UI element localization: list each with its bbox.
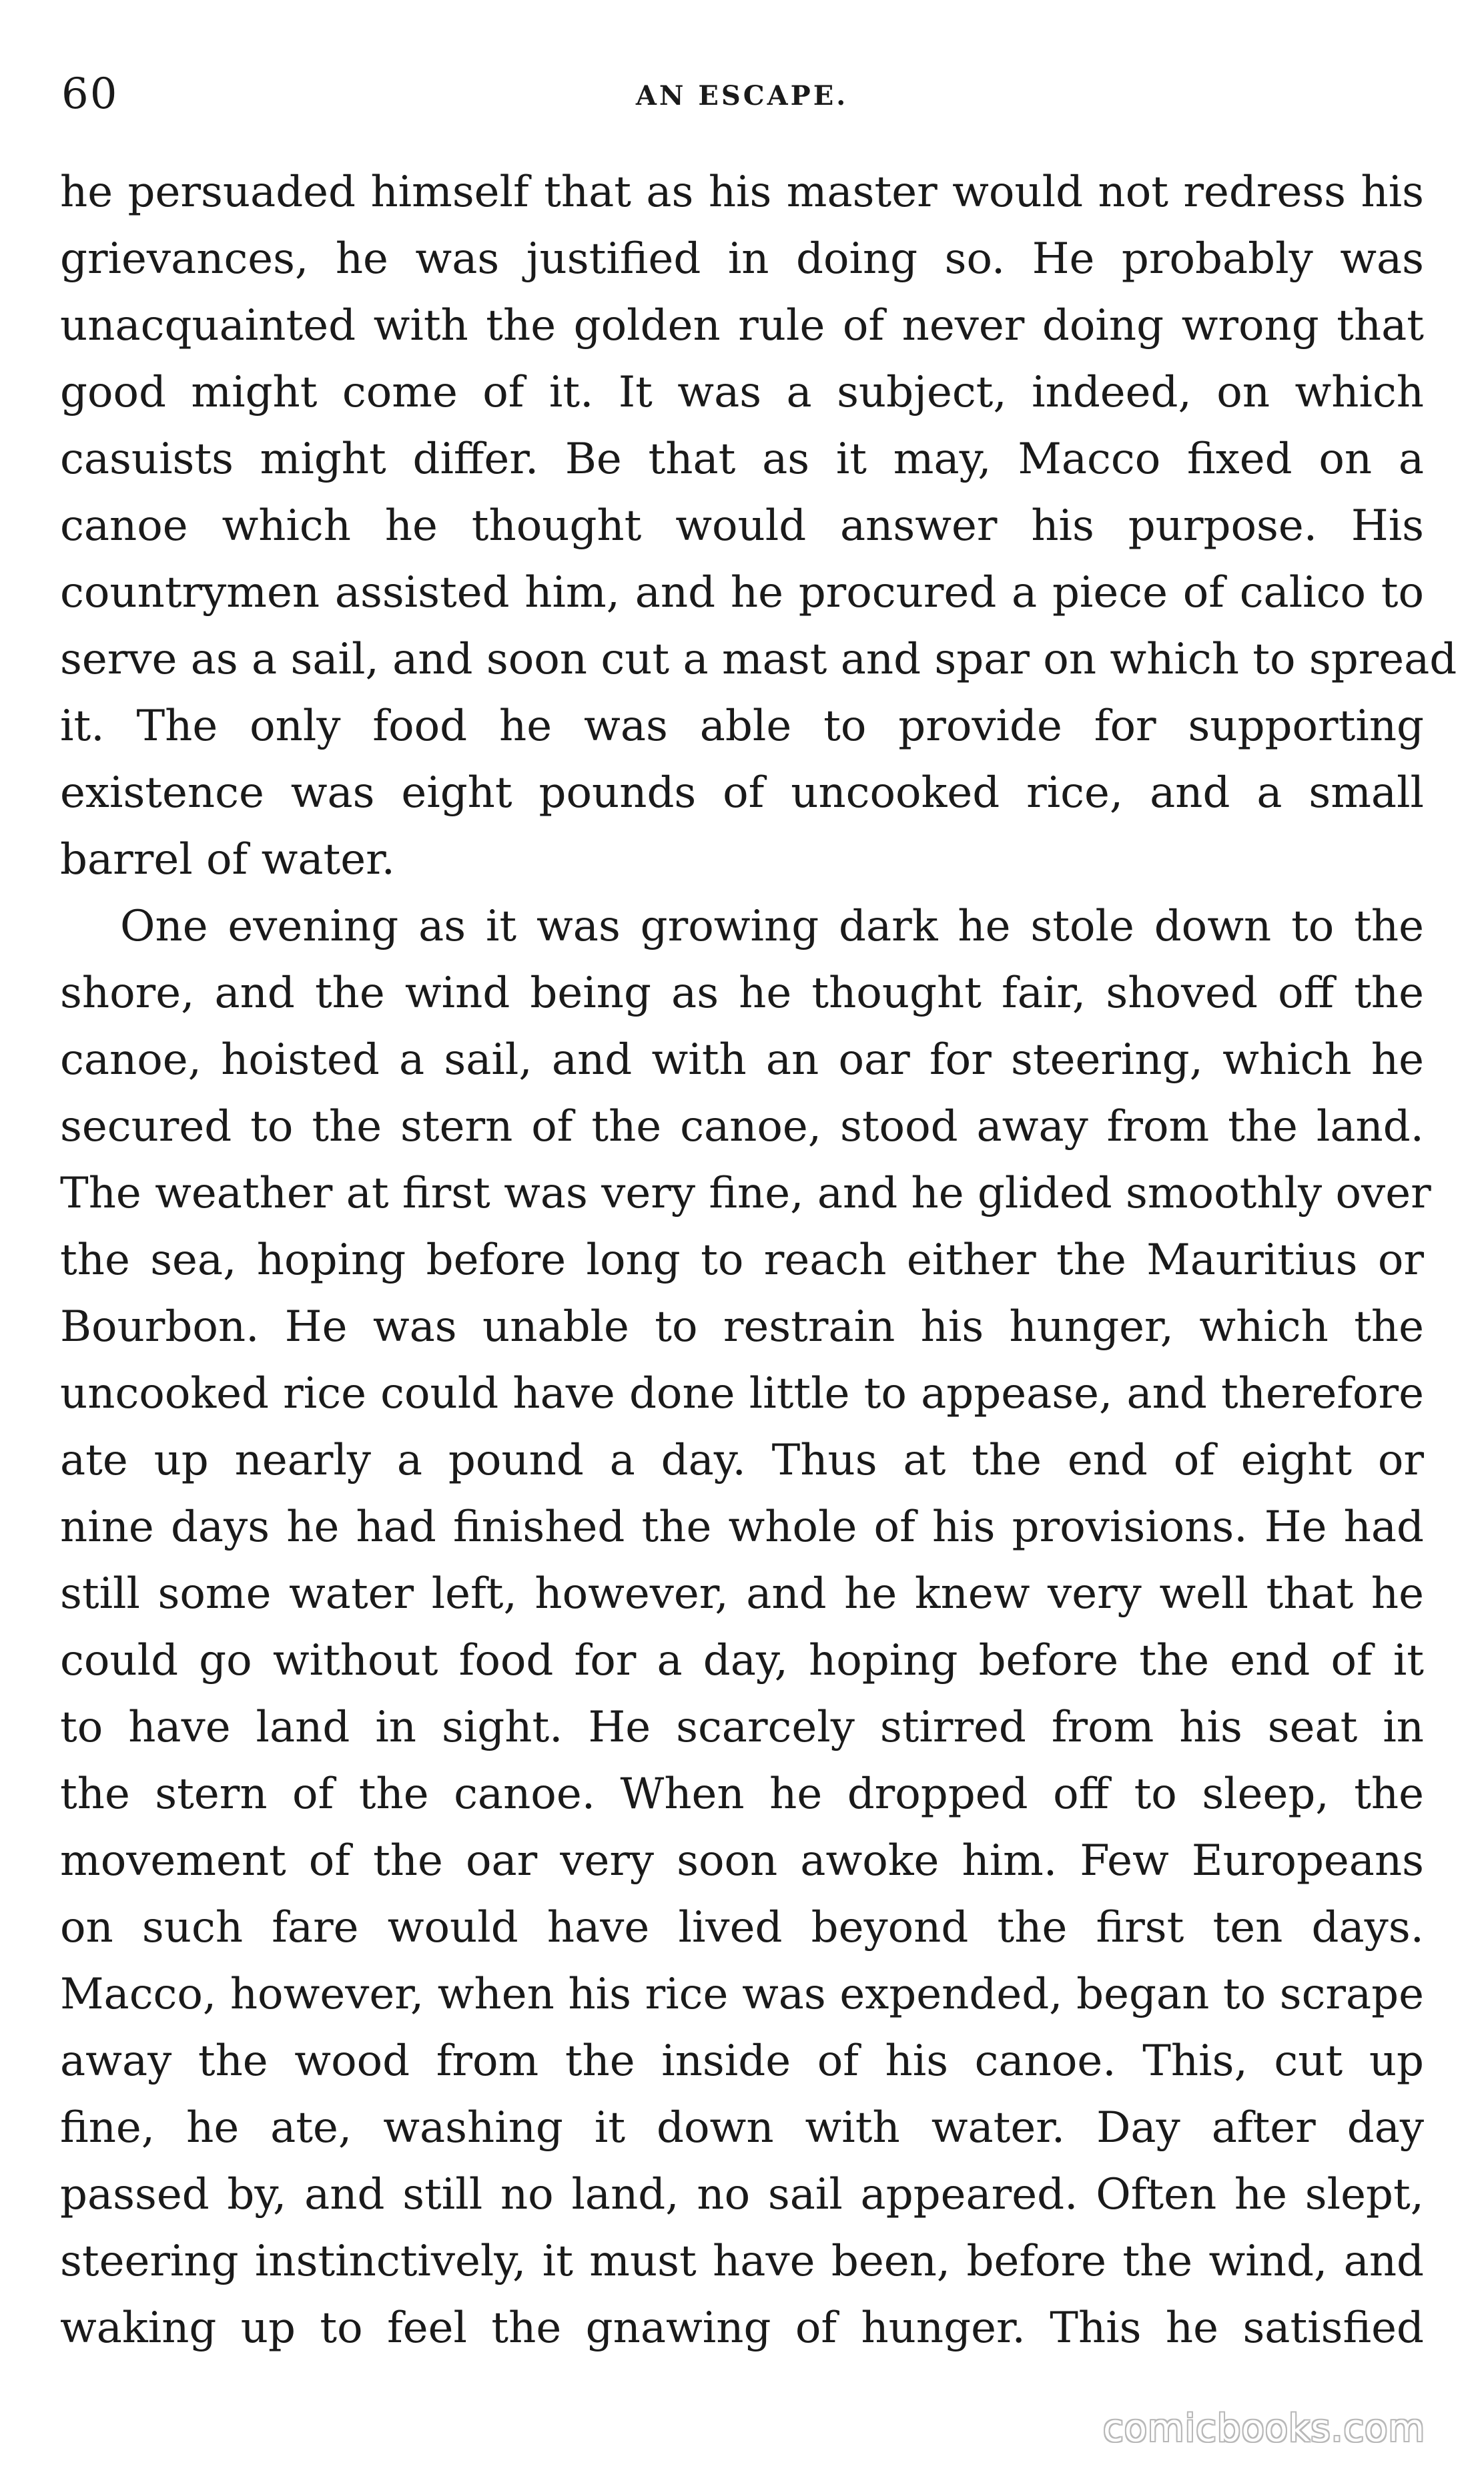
text-line: The weather at first was very fine, and he glided smoothly over: [60, 1169, 1431, 1218]
text-line: casuists might differ. Be that as it may, Macco fixed on a: [60, 435, 1424, 484]
text-line: still some water left, however, and he knew very well that he: [60, 1569, 1424, 1619]
text-line: unacquainted with the golden rule of never doing wrong that: [60, 301, 1424, 350]
text-line: barrel of water.: [60, 835, 395, 884]
watermark: comicbooks.com: [1102, 2407, 1425, 2450]
text-line: movement of the oar very soon awoke him. Few Europeans: [60, 1836, 1424, 1886]
text-line: uncooked rice could have done little to appease, and therefore: [60, 1369, 1424, 1418]
body-text: [60, 159, 1457, 2362]
text-line: shore, and the wind being as he thought fair, shoved off the: [60, 968, 1424, 1018]
text-line: waking up to feel the gnawing of hunger. This he satisfied: [60, 2303, 1424, 2353]
text-line: nine days he had finished the whole of his provisions. He had: [60, 1502, 1424, 1552]
text-line: the sea, hoping before long to reach either the Mauritius or: [60, 1235, 1424, 1285]
text-line: the stern of the canoe. When he dropped off to sleep, the: [60, 1769, 1424, 1819]
text-line: away the wood from the inside of his canoe. This, cut up: [60, 2036, 1424, 2086]
running-head: [0, 64, 1484, 124]
text-line: good might come of it. It was a subject, indeed, on which: [60, 368, 1424, 417]
text-line: One evening as it was growing dark he stole down to the: [120, 902, 1424, 951]
paragraph: [60, 159, 1457, 893]
text-line: secured to the stern of the canoe, stood away from the land.: [60, 1102, 1424, 1151]
running-title: AN ESCAPE.: [635, 80, 849, 111]
text-line: canoe which he thought would answer his purpose. His: [60, 501, 1424, 551]
text-line: countrymen assisted him, and he procured a piece of calico to: [60, 568, 1424, 617]
text-line: passed by, and still no land, no sail appeared. Often he slept,: [60, 2170, 1424, 2219]
page-number: 60: [61, 69, 119, 119]
text-line: grievances, he was justified in doing so. He probably was: [60, 234, 1424, 284]
text-line: could go without food for a day, hoping before the end of it: [60, 1636, 1424, 1685]
text-line: fine, he ate, washing it down with water. Day after day: [60, 2103, 1424, 2153]
text-line: existence was eight pounds of uncooked rice, and a small: [60, 768, 1424, 818]
text-line: on such fare would have lived beyond the first ten days.: [60, 1903, 1424, 1952]
text-line: steering instinctively, it must have been, before the wind, and: [60, 2237, 1424, 2286]
text-line: it. The only food he was able to provide for supporting: [60, 702, 1424, 751]
text-line: ate up nearly a pound a day. Thus at the end of eight or: [60, 1436, 1424, 1485]
text-line: to have land in sight. He scarcely stirred from his seat in: [60, 1703, 1424, 1752]
text-line: Bourbon. He was unable to restrain his hunger, which the: [60, 1302, 1424, 1352]
text-line: canoe, hoisted a sail, and with an oar for steering, which he: [60, 1035, 1424, 1085]
text-line: serve as a sail, and soon cut a mast and spar on which to spread: [60, 635, 1457, 684]
text-line: he persuaded himself that as his master would not redress his: [60, 168, 1424, 217]
paragraph: [60, 893, 1431, 2362]
text-line: Macco, however, when his rice was expended, began to scrape: [60, 1970, 1424, 2019]
